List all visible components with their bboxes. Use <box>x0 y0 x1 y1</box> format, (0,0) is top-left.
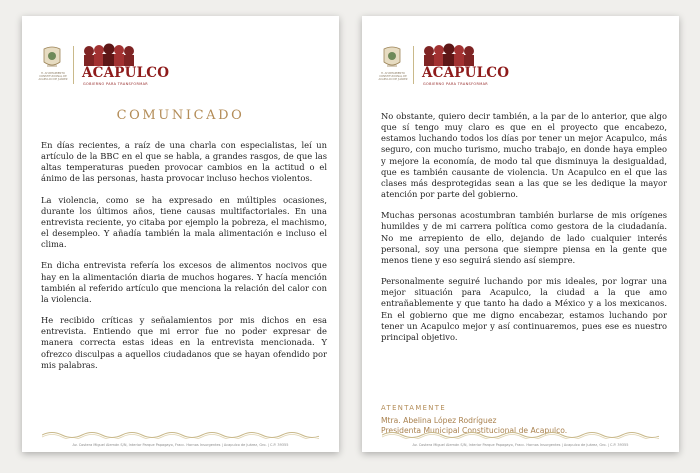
brand-logo: ACAPULCO <box>82 65 170 81</box>
paragraph: No obstante, quiero decir también, a la par de lo anterior, que algo que sí tengo muy claro es que en el proyecto que encabezo, estamos luchando todos los días por tener un mejor Acapulco, más seguro, con mucho turismo, mucho trabajo, en donde haya empleo y mejore la economía, de modo tal que disminuya la desigualdad, que es también causante de violencia. Un Acapulco en el que las clases más desprotegidas sean a las que se les dedique la mayor atención por parte del gobierno. <box>381 111 667 200</box>
wave-ornament-icon <box>382 429 659 439</box>
heroes-portrait-icon <box>82 42 136 66</box>
paragraph: Personalmente seguiré luchando por mis ideales, por lograr una mejor situación para Acapulco, la ciudad a la que amo entrañablemente y que tanto ha dado a México y a los mexicanos. En el gobierno que me digno encabezar, estamos luchando por tener un Acapulco mejor y así continuaremos, pues ese es nuestro principal objetivo. <box>381 276 667 342</box>
paragraph: Muchas personas acostumbran también burlarse de mis orígenes humildes y de mi carrera política como gestora de la ciudadanía. No me arrepiento de ello, dejando de lado cualquier interés personal, soy una persona que siempre piensa en la gente que menos tiene y eso seguirá siendo así siempre. <box>381 210 667 265</box>
signatory-role: Presidenta Municipal Constitucional de Acapulco. <box>381 426 568 435</box>
letterhead <box>38 40 238 90</box>
body-text <box>41 140 327 381</box>
seal-caption: H. AYUNTAMIENTO CONSTITUCIONAL DE ACAPULCO DE JUÁREZ <box>378 72 408 81</box>
page-left <box>22 16 339 452</box>
letterhead <box>378 40 578 90</box>
paragraph: He recibido críticas y señalamientos por mis dichos en esa entrevista. Entiendo que mi error fue no poder expresar de manera correcta estas ideas en la entrevista mencionada. Y ofrezco disculpas a aquellos ciudadanos que se hayan ofendido por mis palabras. <box>41 315 327 370</box>
paragraph: En días recientes, a raíz de una charla con especialistas, leí un artículo de la BBC en el que se habla, a grandes rasgos, de que las altas temperaturas pueden provocar cambios en la actitud o el ánimo de las personas, hasta provocar incluso hechos violentos. <box>41 140 327 184</box>
paragraph: La violencia, como se ha expresado en múltiples ocasiones, durante los últimos años, tiene causas multifactoriales. En una entrevista reciente, yo citaba por ejemplo la pobreza, el machismo, el desempleo. Y añadía también la mala alimentación e incluso el clima. <box>41 194 327 250</box>
wave-ornament-icon <box>42 429 319 439</box>
closing: ATENTAMENTE <box>381 404 447 412</box>
header-divider <box>413 46 414 84</box>
page-footer: Av. Costera Miguel Alemán S/N, Interior Parque Papagayo, Fracc. Hornos Insurgentes | Acapulco de Juárez, Gro. | C.P. 39355 <box>412 443 629 447</box>
page-footer: Av. Costera Miguel Alemán S/N, Interior Parque Papagayo, Fracc. Hornos Insurgentes | Acapulco de Juárez, Gro. | C.P. 39355 <box>72 443 289 447</box>
seal-caption: H. AYUNTAMIENTO CONSTITUCIONAL DE ACAPULCO DE JUÁREZ <box>38 72 68 81</box>
brand-tagline: GOBIERNO PARA TRANSFORMAR <box>423 82 489 86</box>
signatory-name: Mtra. Abelina López Rodríguez <box>381 416 497 425</box>
heroes-portrait-icon <box>422 42 476 66</box>
header-divider <box>73 46 74 84</box>
brand-logo: ACAPULCO <box>422 65 510 81</box>
document-title: COMUNICADO <box>116 108 245 123</box>
paragraph: En dicha entrevista refería los excesos de alimentos nocivos que hay en la alimentación diaria de muchos hogares. Y hacía mención también al referido artículo que menciona la relación del calor con la violencia. <box>41 260 327 304</box>
page-right <box>362 16 679 452</box>
brand-tagline: GOBIERNO PARA TRANSFORMAR <box>83 82 149 86</box>
body-text <box>381 111 667 353</box>
